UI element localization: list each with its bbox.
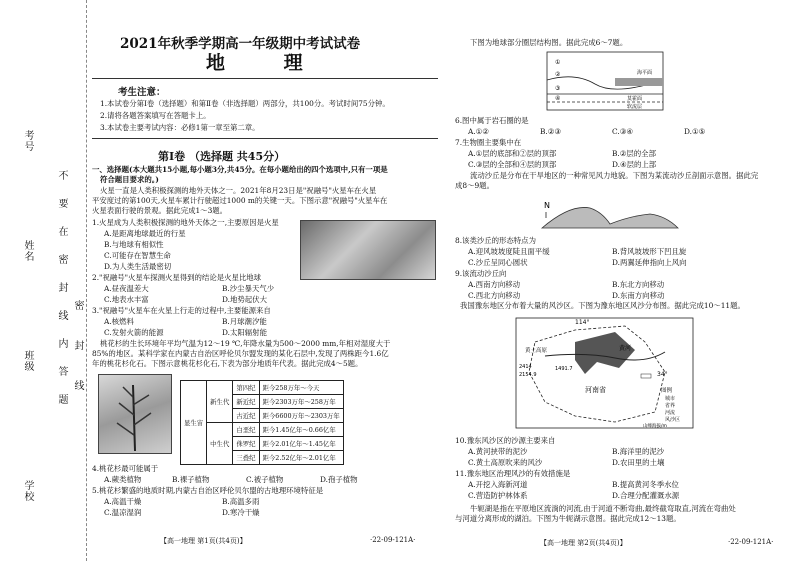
- q3-option-c: C.发射火箭的能源: [104, 328, 164, 337]
- page1-footer-right: ·22-09-121A·: [370, 536, 416, 544]
- period-cell: 侏罗纪: [233, 437, 259, 451]
- period-cell: 第四纪: [233, 381, 259, 395]
- name-label: 姓名: [22, 240, 33, 262]
- layer-2-label: ②: [555, 71, 561, 78]
- q3-option-d: D.太阳辐射能: [222, 328, 267, 337]
- q11-option-a: A.开挖入海新河道: [468, 480, 528, 489]
- age-cell: 距今258万年～今天: [259, 381, 343, 395]
- period-cell: 新近纪: [233, 395, 259, 409]
- fossil-photo: [98, 374, 172, 454]
- q5-option-b: B.高温多雨: [222, 497, 260, 506]
- q2-option-c: C.地表水丰富: [104, 295, 149, 304]
- q10-option-b: B.海洋里的泥沙: [612, 447, 665, 456]
- q11-option-b: B.提高黄河冬季水位: [612, 480, 679, 489]
- passage3-line-1: 流动沙丘是分布在干旱地区的一种常见风力地貌。下图为某流动沙丘剖面示意图。据此完: [470, 171, 759, 180]
- q5-option-a: A.高温干燥: [104, 497, 142, 506]
- q7-option-d: D.④层的上部: [612, 160, 657, 169]
- notice-1: 1.本试卷分第Ⅰ卷（选择题）和第Ⅱ卷（非选择题）两部分，共100分。考试时间75分钟。: [100, 99, 390, 108]
- q5-option-d: D.寒冷干燥: [222, 508, 260, 517]
- q8-option-c: C.沙丘呈同心圆状: [468, 258, 528, 267]
- passage5-line-1: 牛轭湖是指在平原地区流淌的河流,由于河道不断弯曲,最终截弯取直,河流在弯曲处: [470, 504, 736, 513]
- q7-option-a: A.①层的底部和②层的顶部: [468, 149, 557, 158]
- notice-heading: 考生注意：: [118, 87, 166, 98]
- layer-1-label: ①: [555, 59, 561, 66]
- page1-footer-left: 【高一地理 第1页(共4页)】: [160, 537, 247, 545]
- q3-option-b: B.月球潮汐能: [222, 317, 267, 326]
- q1-option-c: C.可能存在智慧生命: [104, 251, 171, 260]
- q2-option-b: B.沙尘暴天气少: [222, 284, 275, 293]
- passage2-line-1: 桃花杉的生长环境年平均气温为12～19 ℃,年降水量为500～2000 mm,年相对湿度大于: [100, 339, 391, 348]
- q8-option-b: B.背风坡坡形下凹且旋: [612, 247, 687, 256]
- loess-label: 黄土高原: [525, 348, 548, 354]
- instruction-line-1: 一、选择题(本大题共15小题,每小题3分,共45分。在每小题给出的四个选项中,只有一项是: [92, 165, 388, 174]
- q6-stem: 6.图中属于岩石圈的是: [455, 116, 529, 125]
- q10-stem: 10.豫东风沙区的沙源主要来自: [455, 436, 556, 445]
- notice-3: 3.本试卷主要考试内容：必修1第一章至第二章。: [100, 123, 260, 132]
- q7-stem: 7.生物圈主要集中在: [455, 138, 522, 147]
- asthenosphere-label: 软流层: [627, 104, 643, 110]
- legend-city: 城市: [665, 396, 676, 402]
- lat-label: 34°: [657, 371, 668, 378]
- period-cell: 三叠纪: [233, 451, 259, 465]
- q10-option-c: C.黄土高原吹来的风沙: [468, 458, 543, 467]
- page2-intro: 下图为地球部分圈层结构图。据此完成6～7题。: [470, 38, 628, 47]
- q5-stem: 5.桃花杉繁盛的地质时期,内蒙古自治区呼伦贝尔盟的古地理环境特征是: [92, 486, 324, 495]
- q7-option-b: B.②层的全部: [612, 149, 656, 158]
- sea-level-label: 海平面: [637, 70, 653, 76]
- age-cell: 距今6600万年～2303万年: [259, 409, 343, 423]
- q4-option-a: A.蕨类植物: [104, 475, 142, 484]
- q2-option-a: A.昼夜温差大: [104, 284, 149, 293]
- q9-option-d: D.东南方向移动: [612, 291, 665, 300]
- notice-2: 2.请将各题答案填写在答题卡上。: [100, 111, 211, 120]
- q4-stem: 4.桃花杉最可能属于: [92, 464, 159, 473]
- age-cell: 距今1.45亿年～0.66亿年: [259, 423, 343, 437]
- q6-option-d: D.①⑤: [684, 127, 706, 136]
- q9-stem: 9.该流动沙丘向: [455, 269, 507, 278]
- geologic-time-table: [180, 380, 344, 465]
- mars-rover-photo: [300, 220, 436, 280]
- subject-title: 地 理: [206, 52, 329, 74]
- dune-profile-diagram: [540, 194, 680, 230]
- q1-option-a: A.是距离地球最近的行星: [104, 229, 186, 238]
- earth-layers-diagram: [545, 50, 665, 112]
- era-mesozoic: 中生代: [207, 423, 233, 465]
- q11-option-c: C.营造防护林体系: [468, 491, 528, 500]
- period-cell: 古近纪: [233, 409, 259, 423]
- q10-option-a: A.黄河挟带的泥沙: [468, 447, 528, 456]
- class-label: 班级: [22, 350, 33, 372]
- moho-label: 莫霍面: [627, 96, 643, 102]
- q5-option-c: C.温凉湿润: [104, 508, 142, 517]
- passage2-line-2: 85%的地区。某科学家在内蒙古自治区呼伦贝尔盟发现的某化石层中,发现了两株距今1.6亿: [92, 349, 389, 358]
- q3-option-a: A.核燃料: [104, 317, 134, 326]
- notice-bottom-rule: [92, 138, 438, 139]
- q9-option-b: B.东北方向移动: [612, 280, 665, 289]
- q2-option-d: D.地势起伏大: [222, 295, 267, 304]
- passage4: 我国豫东地区分布着大量的风沙区。下图为豫东地区风沙分布图。据此完成10～11题。: [460, 301, 745, 310]
- school-label: 学校: [22, 480, 33, 502]
- q11-stem: 11.豫东地区治理风沙的有效措施是: [455, 469, 571, 478]
- q9-option-c: C.西北方向移动: [468, 291, 521, 300]
- seal-warning: 不要在密封线内答题: [56, 170, 67, 422]
- q10-option-d: D.农田里的土壤: [612, 458, 665, 467]
- q7-option-c: C.③层的全部和④层的顶部: [468, 160, 557, 169]
- age-cell: 距今2.52亿年～2.01亿年: [259, 451, 343, 465]
- passage1-line-3: 火星表面行驶的景观。据此完成1～3题。: [92, 206, 228, 215]
- seal-line-label: 密封线: [72, 300, 83, 420]
- passage2-line-3: 年的桃花杉化石。下图示意桃花杉化石,下表为部分地质年代表。据此完成4～5题。: [92, 359, 363, 368]
- page2-footer-right: ·22-09-121A·: [728, 538, 774, 546]
- lon-label: 114°: [575, 319, 590, 326]
- q4-option-c: C.被子植物: [246, 475, 284, 484]
- eon-cell: 显生宙: [181, 381, 207, 465]
- age-cell: 距今2303万年～258万年: [259, 395, 343, 409]
- q3-stem: 3."祝融号"火星车在火星上行走的过程中,主要能源来自: [92, 306, 271, 315]
- passage5-line-2: 与河道分离形成的湖泊。下图为牛轭湖示意图。据此完成12～13题。: [455, 514, 681, 523]
- age-cell: 距今2.01亿年～1.45亿年: [259, 437, 343, 451]
- north-label: N: [544, 201, 550, 210]
- legend-peak: 山峰海拔/m: [643, 424, 667, 429]
- notice-top-rule: [92, 78, 438, 79]
- q2-stem: 2."祝融号"火星车探测火星得到的结论是火星比地球: [92, 273, 262, 282]
- passage1-line-1: 火星一直是人类积极探测的地外天体之一。2021年8月23日是"祝融号"火星车在火星: [100, 186, 377, 195]
- q4-option-d: D.孢子植物: [320, 475, 358, 484]
- era-cenozoic: 新生代: [207, 381, 233, 423]
- q11-option-d: D.合理分配灌溉水源: [612, 491, 680, 500]
- passage3-line-2: 成8～9题。: [455, 181, 494, 190]
- legend-title: 图例: [661, 388, 673, 394]
- q8-option-d: D.两翼延伸指向上风向: [612, 258, 687, 267]
- period-cell: 白垩纪: [233, 423, 259, 437]
- instruction-line-2: 符合题目要求的。): [100, 175, 159, 184]
- q8-stem: 8.该类沙丘的形态特点为: [455, 236, 536, 245]
- province-label: 河南省: [585, 386, 606, 394]
- layer-4-label: ④: [555, 95, 561, 102]
- fossil-plant-sketch: [99, 375, 171, 453]
- river-label: 黄河: [619, 345, 632, 352]
- legend-sand: 风沙区: [665, 417, 681, 423]
- q6-option-a: A.①②: [468, 127, 489, 136]
- elev-1: 2414: [519, 364, 532, 370]
- exam-title: 2021年秋季学期高一年级期中考试试卷: [120, 36, 361, 52]
- q4-option-b: B.裸子植物: [172, 475, 210, 484]
- section-title: 第Ⅰ卷 （选择题 共45分）: [158, 150, 286, 163]
- q6-option-c: C.③④: [612, 127, 633, 136]
- q1-option-d: D.为人类生活最密切: [104, 262, 172, 271]
- legend-river: 河流: [665, 410, 676, 416]
- q8-option-a: A.迎风坡坡度陡且面平缓: [468, 247, 550, 256]
- henan-sand-map: [515, 312, 695, 430]
- passage1-line-2: 平安度过的第100天,火星车累计行驶超过1000 m的关键一天。下图示意"祝融号"火星车在: [92, 196, 388, 205]
- elev-2: 2154.9: [519, 372, 537, 378]
- exam-number-label: 考号: [22, 130, 33, 152]
- q9-option-a: A.西南方向移动: [468, 280, 521, 289]
- q1-option-b: B.与地球有相似性: [104, 240, 164, 249]
- layer-3-label: ③: [555, 85, 561, 92]
- q1-stem: 1.火星成为人类积极探测的地外天体之一,主要原因是火星: [92, 218, 279, 227]
- q6-option-b: B.②③: [540, 127, 562, 136]
- binding-strip: [0, 0, 87, 561]
- page2-footer-left: 【高一地理 第2页(共4页)】: [540, 539, 627, 547]
- legend-border: 省界: [665, 403, 676, 409]
- elev-3: 1491.7: [555, 366, 573, 372]
